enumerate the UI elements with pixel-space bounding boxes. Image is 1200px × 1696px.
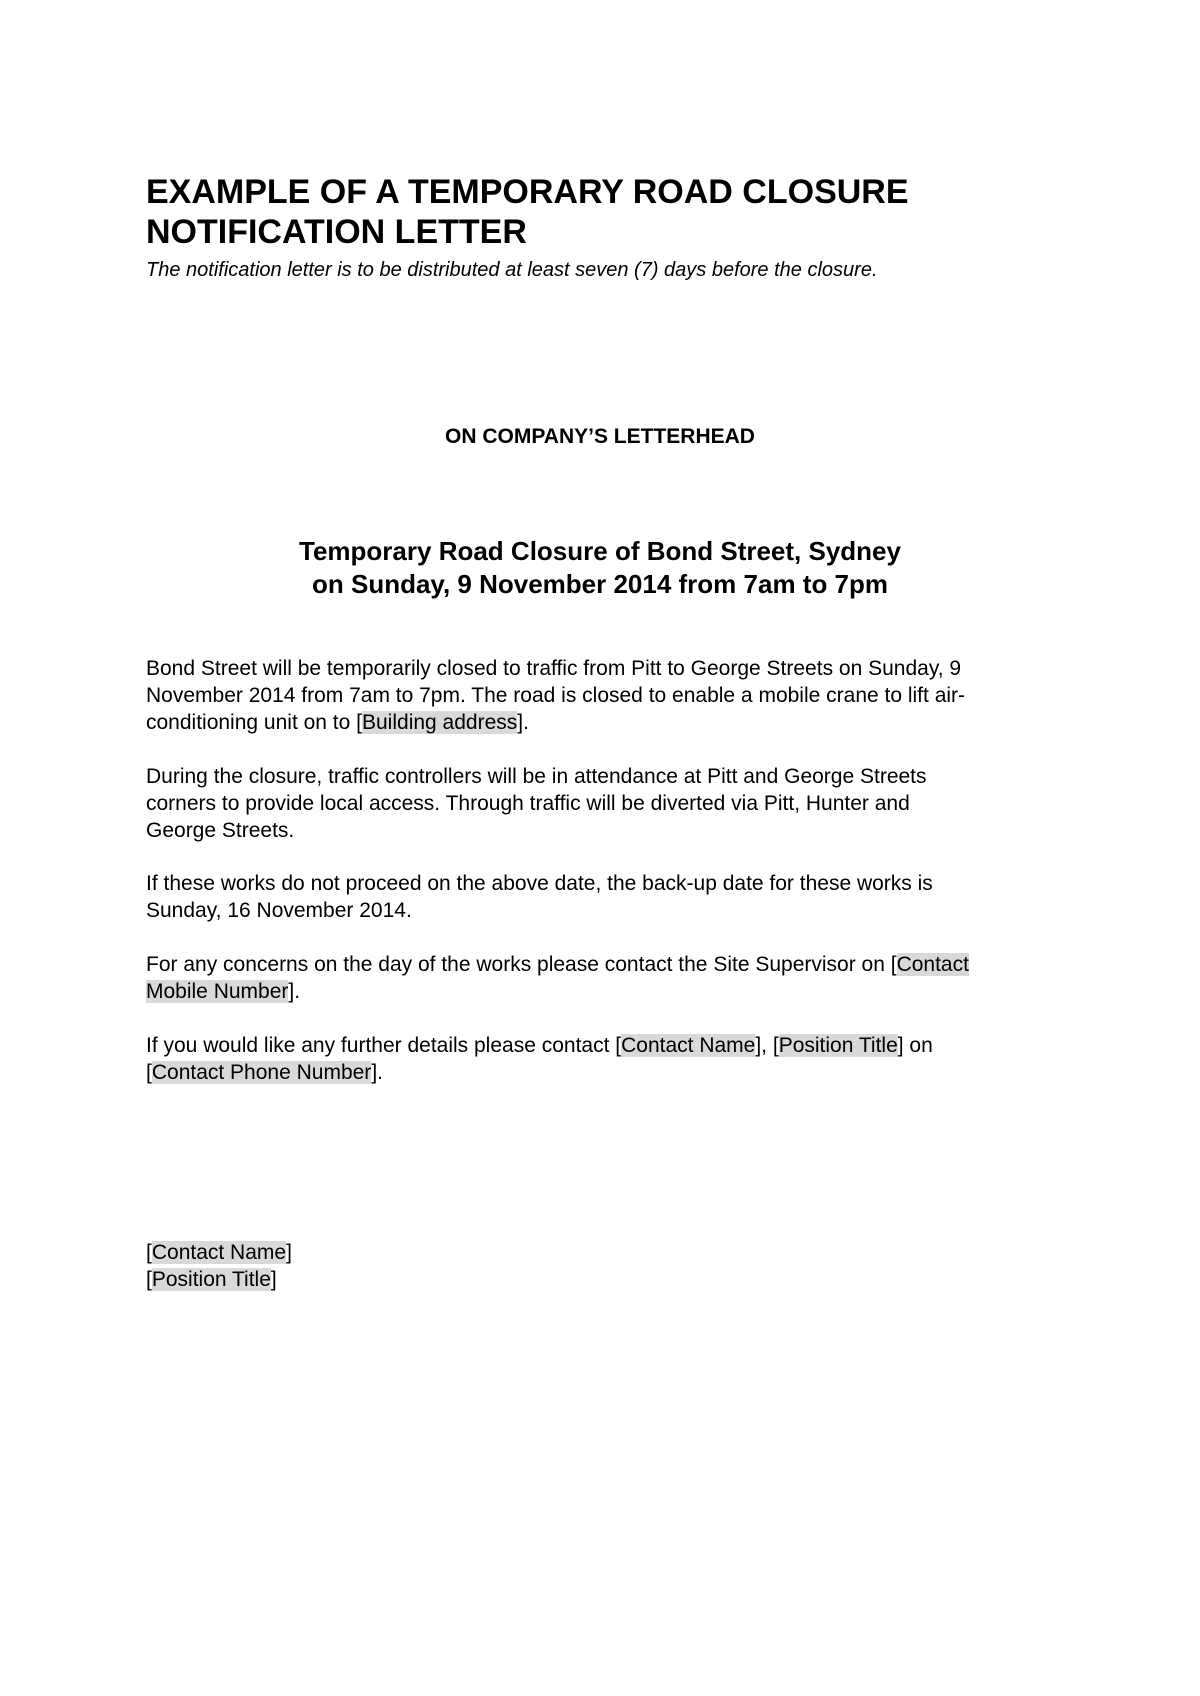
text-fragment: conditioning unit on to [ (146, 711, 362, 734)
placeholder-signature-contact-name: Contact Name (151, 1241, 287, 1264)
paragraph-line (146, 978, 1076, 1005)
text-fragment: For any concerns on the day of the works please contact the Site Supervisor on [ (146, 953, 897, 976)
letterhead-label: ON COMPANY’S LETTERHEAD (445, 425, 755, 448)
document-title (146, 172, 1106, 252)
text-fragment: If you would like any further details please contact [ (146, 1034, 622, 1057)
paragraph-line: Sunday, 16 November 2014. (146, 899, 412, 922)
placeholder-contact-phone: Contact Phone Number (151, 1061, 372, 1084)
text-fragment: [ (146, 1061, 152, 1084)
text-fragment: ] (286, 1241, 292, 1264)
paragraph-traffic-diversion (146, 763, 1076, 844)
text-fragment: ] (270, 1268, 277, 1291)
paragraph-line: George Streets. (146, 819, 295, 842)
placeholder-signature-position-title: Position Title (151, 1268, 271, 1291)
signature-name-line (146, 1239, 1076, 1266)
text-fragment: ]. (517, 711, 529, 734)
paragraph-backup-date (146, 870, 1076, 924)
text-fragment: ]. (371, 1061, 383, 1084)
letter-heading (0, 535, 1200, 601)
paragraph-line (146, 951, 1076, 978)
text-fragment: ], [ (755, 1034, 779, 1057)
paragraph-line: Bond Street will be temporarily closed to traffic from Pitt to George Streets on Sunday, 9 (146, 657, 962, 680)
text-fragment: ] on (897, 1034, 933, 1057)
placeholder-position-title: Position Title (778, 1034, 898, 1057)
placeholder-contact-mobile-part-2: Mobile Number (146, 980, 289, 1003)
placeholder-building-address: Building address (362, 711, 518, 734)
paragraph-line (146, 1032, 1076, 1059)
document-title-line-2: NOTIFICATION LETTER (146, 213, 527, 251)
placeholder-contact-name: Contact Name (621, 1034, 756, 1057)
paragraph-further-details (146, 1032, 1076, 1086)
paragraph-line: corners to provide local access. Through traffic will be diverted via Pitt, Hunter and (146, 792, 910, 815)
document-title-line-1: EXAMPLE OF A TEMPORARY ROAD CLOSURE (146, 173, 909, 211)
text-fragment: [ (146, 1268, 152, 1291)
paragraph-line: If these works do not proceed on the above date, the back-up date for these works is (146, 872, 933, 895)
signature-block (146, 1239, 1076, 1293)
paragraph-line: November 2014 from 7am to 7pm. The road is closed to enable a mobile crane to lift air- (146, 684, 966, 707)
paragraph-line (146, 709, 1076, 736)
paragraph-line (146, 1059, 1076, 1086)
paragraph-closure-details (146, 655, 1076, 736)
signature-position-line (146, 1266, 1076, 1293)
placeholder-contact-mobile-part-1: Contact (896, 953, 969, 976)
letter-heading-line-1: Temporary Road Closure of Bond Street, Sydney (299, 536, 901, 566)
paragraph-site-supervisor (146, 951, 1076, 1005)
text-fragment: [ (146, 1241, 152, 1264)
paragraph-line: During the closure, traffic controllers will be in attendance at Pitt and George Streets (146, 765, 927, 788)
letter-heading-line-2: on Sunday, 9 November 2014 from 7am to 7pm (311, 569, 889, 599)
document-subtitle: The notification letter is to be distributed at least seven (7) days before the closure. (146, 259, 878, 281)
text-fragment: ]. (288, 980, 301, 1003)
